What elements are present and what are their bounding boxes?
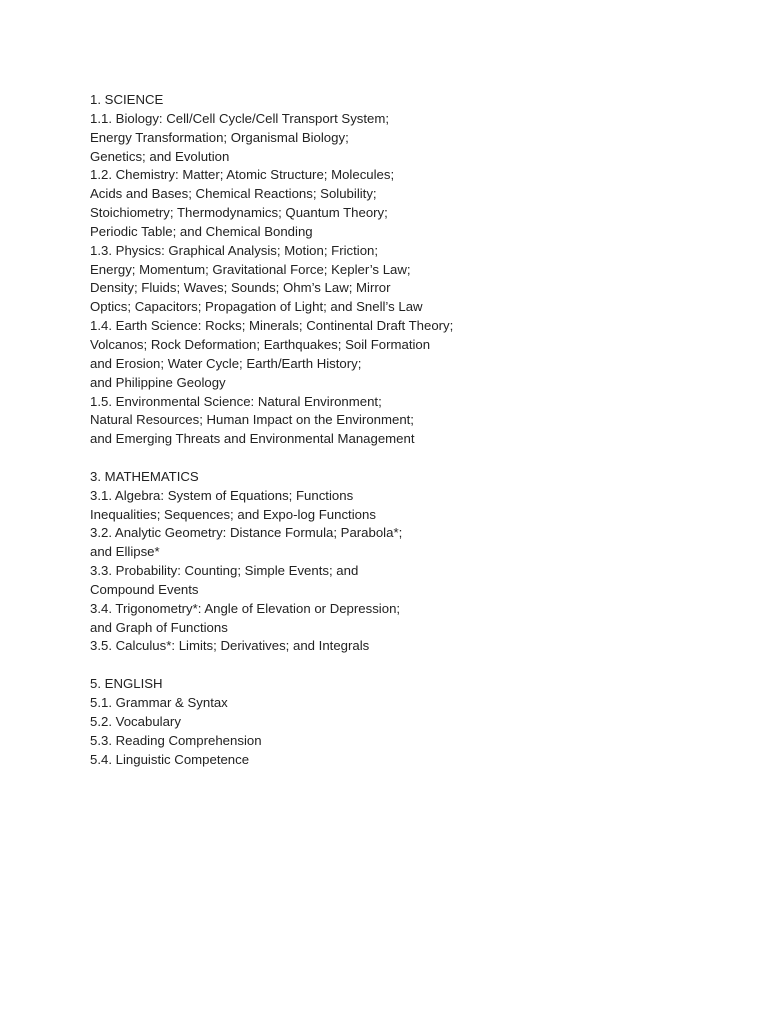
topic-line: 3.2. Analytic Geometry: Distance Formula; Parabola*; bbox=[90, 525, 403, 541]
topic-line: Genetics; and Evolution bbox=[90, 148, 230, 164]
section-heading: 5. ENGLISH bbox=[90, 676, 163, 692]
topic-line: 1.3. Physics: Graphical Analysis; Motion; Friction; bbox=[90, 242, 379, 258]
topic-line: 1.4. Earth Science: Rocks; Minerals; Continental Draft Theory; bbox=[90, 318, 454, 334]
section-english bbox=[90, 675, 690, 769]
topic-line: 5.4. Linguistic Competence bbox=[90, 751, 250, 767]
section-science bbox=[90, 91, 690, 449]
topic-line: Compound Events bbox=[90, 581, 199, 597]
topic-line: 3.3. Probability: Counting; Simple Events; and bbox=[90, 563, 359, 579]
section-heading: 1. SCIENCE bbox=[90, 92, 164, 107]
topic-line: and Ellipse* bbox=[90, 544, 160, 560]
topic-line: 1.1. Biology: Cell/Cell Cycle/Cell Transport System; bbox=[90, 110, 390, 126]
section-mathematics bbox=[90, 468, 690, 656]
section-spacer bbox=[90, 449, 690, 468]
topic-line: Periodic Table; and Chemical Bonding bbox=[90, 223, 313, 239]
topic-line: Natural Resources; Human Impact on the Environment; bbox=[90, 412, 414, 428]
topic-line: 3.4. Trigonometry*: Angle of Elevation or Depression; bbox=[90, 600, 401, 616]
topic-line: Density; Fluids; Waves; Sounds; Ohm’s Law; Mirror bbox=[90, 280, 391, 296]
topic-line: Volcanos; Rock Deformation; Earthquakes; Soil Formation bbox=[90, 336, 431, 352]
topic-line: Acids and Bases; Chemical Reactions; Solubility; bbox=[90, 186, 377, 202]
topic-line: 5.1. Grammar & Syntax bbox=[90, 695, 228, 710]
topic-line: 5.2. Vocabulary bbox=[90, 713, 181, 729]
document-page bbox=[90, 91, 690, 769]
topic-line: Inequalities; Sequences; and Expo-log Functions bbox=[90, 506, 376, 522]
topic-line: and Emerging Threats and Environmental Management bbox=[90, 431, 415, 447]
topic-line: Stoichiometry; Thermodynamics; Quantum Theory; bbox=[90, 205, 388, 221]
section-spacer bbox=[90, 656, 690, 675]
topic-line: 3.1. Algebra: System of Equations; Functions bbox=[90, 487, 354, 503]
topic-line: 1.2. Chemistry: Matter; Atomic Structure; Molecules; bbox=[90, 167, 395, 183]
topic-line: 1.5. Environmental Science: Natural Environment; bbox=[90, 393, 382, 409]
section-heading: 3. MATHEMATICS bbox=[90, 468, 199, 484]
topic-line: Optics; Capacitors; Propagation of Light; and Snell’s Law bbox=[90, 299, 423, 315]
topic-line: Energy Transformation; Organismal Biology; bbox=[90, 129, 349, 145]
topic-line: and Erosion; Water Cycle; Earth/Earth History; bbox=[90, 355, 362, 371]
topic-line: 5.3. Reading Comprehension bbox=[90, 732, 262, 748]
topic-line: and Graph of Functions bbox=[90, 619, 228, 635]
topic-line: 3.5. Calculus*: Limits; Derivatives; and Integrals bbox=[90, 638, 370, 654]
topic-line: and Philippine Geology bbox=[90, 374, 226, 390]
topic-line: Energy; Momentum; Gravitational Force; Kepler’s Law; bbox=[90, 261, 411, 277]
